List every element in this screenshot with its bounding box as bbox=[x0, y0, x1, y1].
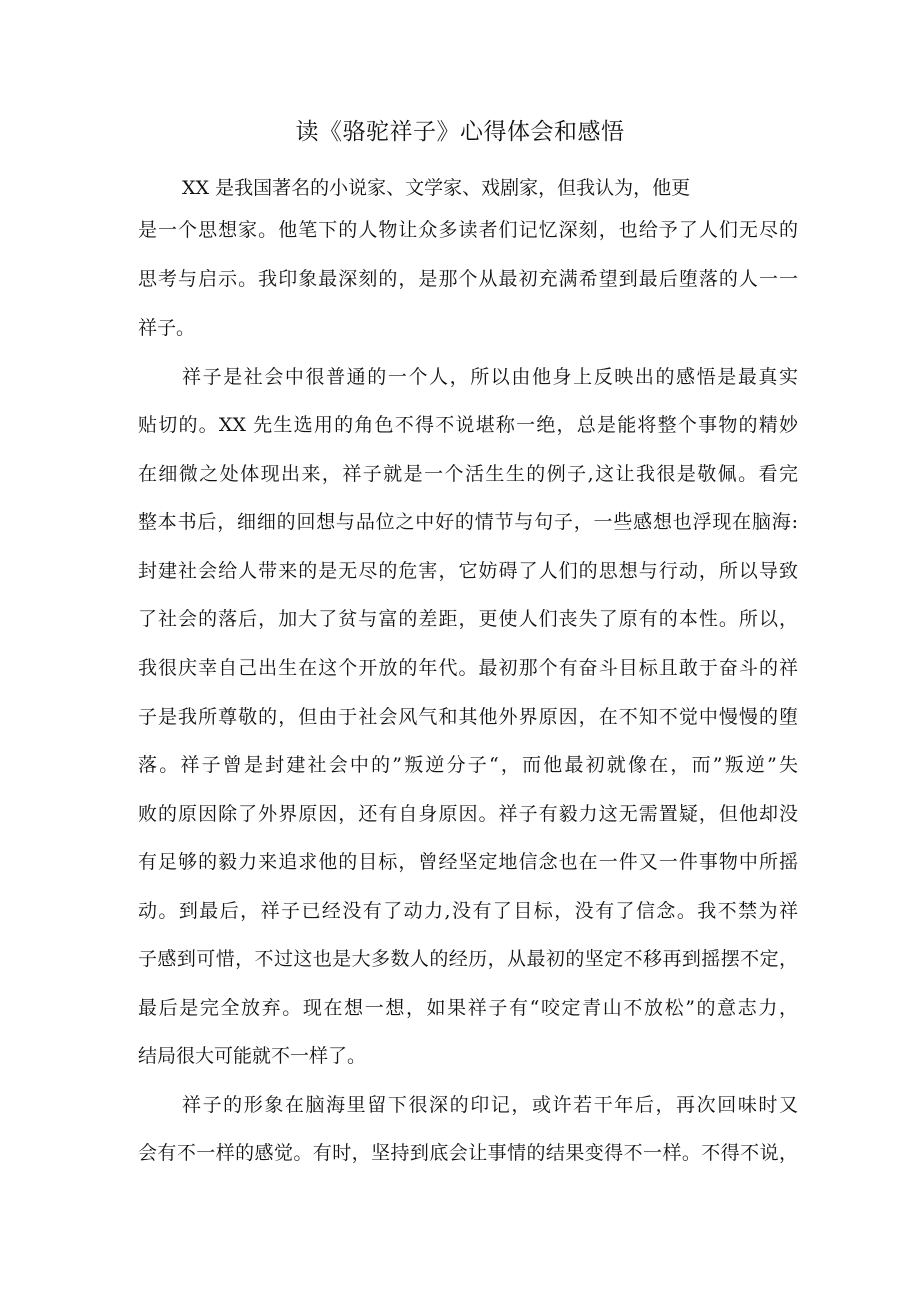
paragraph-2-line-2: 贴切的。XX 先生选用的角色不得不说堪称一绝，总是能将整个事物的精妙 bbox=[138, 414, 798, 436]
paragraph-2-line-1: 祥子是社会中很普通的一个人，所以由他身上反映出的感悟是最真实 bbox=[182, 366, 798, 388]
paragraph-2-line-10: 败的原因除了外界原因，还有自身原因。祥子有毅力这无需置疑，但他却没 bbox=[138, 803, 798, 825]
paragraph-2-line-8: 子是我所尊敬的，但由于社会风气和其他外界原因，在不知不觉中慢慢的堕 bbox=[138, 706, 798, 728]
paragraph-2-line-15: 结局很大可能就不一样了。 bbox=[138, 1045, 367, 1067]
paragraph-1-line-3: 思考与启示。我印象最深刻的，是那个从最初充满希望到最后堕落的人一一 bbox=[138, 268, 798, 290]
paragraph-2-line-9: 落。祥子曾是封建社会中的”叛逆分子“，而他最初就像在，而”叛逆”失 bbox=[138, 754, 798, 776]
paragraph-2-line-14: 最后是完全放弃。现在想一想，如果祥子有“咬定青山不放松”的意志力， bbox=[138, 997, 798, 1019]
paragraph-3-line-1: 祥子的形象在脑海里留下很深的印记，或许若干年后，再次回味时又 bbox=[182, 1094, 798, 1116]
paragraph-1-line-4: 祥子。 bbox=[138, 317, 196, 339]
paragraph-2-line-13: 子感到可惜，不过这也是大多数人的经历，从最初的坚定不移再到摇摆不定， bbox=[138, 948, 798, 970]
paragraph-2-line-4: 整本书后，细细的回想与品位之中好的情节与句子，一些感想也浮现在脑海: bbox=[138, 511, 798, 533]
document-title: 读《骆驼祥子》心得体会和感悟 bbox=[295, 119, 625, 145]
paragraph-2-line-6: 了社会的落后，加大了贫与富的差距，更使人们丧失了原有的本性。所以， bbox=[138, 608, 798, 630]
paragraph-3-line-2: 会有不一样的感觉。有时，坚持到底会让事情的结果变得不一样。不得不说， bbox=[138, 1142, 798, 1164]
paragraph-2-line-11: 有足够的毅力来追求他的目标，曾经坚定地信念也在一件又一件事物中所摇 bbox=[138, 851, 798, 873]
paragraph-2-line-7: 我很庆幸自己出生在这个开放的年代。最初那个有奋斗目标且敢于奋斗的祥 bbox=[138, 657, 798, 679]
paragraph-2-line-5: 封建社会给人带来的是无尽的危害，它妨碍了人们的思想与行动，所以导致 bbox=[138, 560, 798, 582]
paragraph-2-line-12: 动。到最后，祥子已经没有了动力,没有了目标，没有了信念。我不禁为祥 bbox=[138, 900, 798, 922]
paragraph-1-line-2: 是一个思想家。他笔下的人物让众多读者们记忆深刻，也给予了人们无尽的 bbox=[138, 219, 798, 241]
paragraph-1-line-1: XX 是我国著名的小说家、文学家、戏剧家，但我认为，他更 bbox=[182, 177, 691, 199]
paragraph-2-line-3: 在细微之处体现出来，祥子就是一个活生生的例子,这让我很是敬佩。看完 bbox=[138, 463, 798, 485]
